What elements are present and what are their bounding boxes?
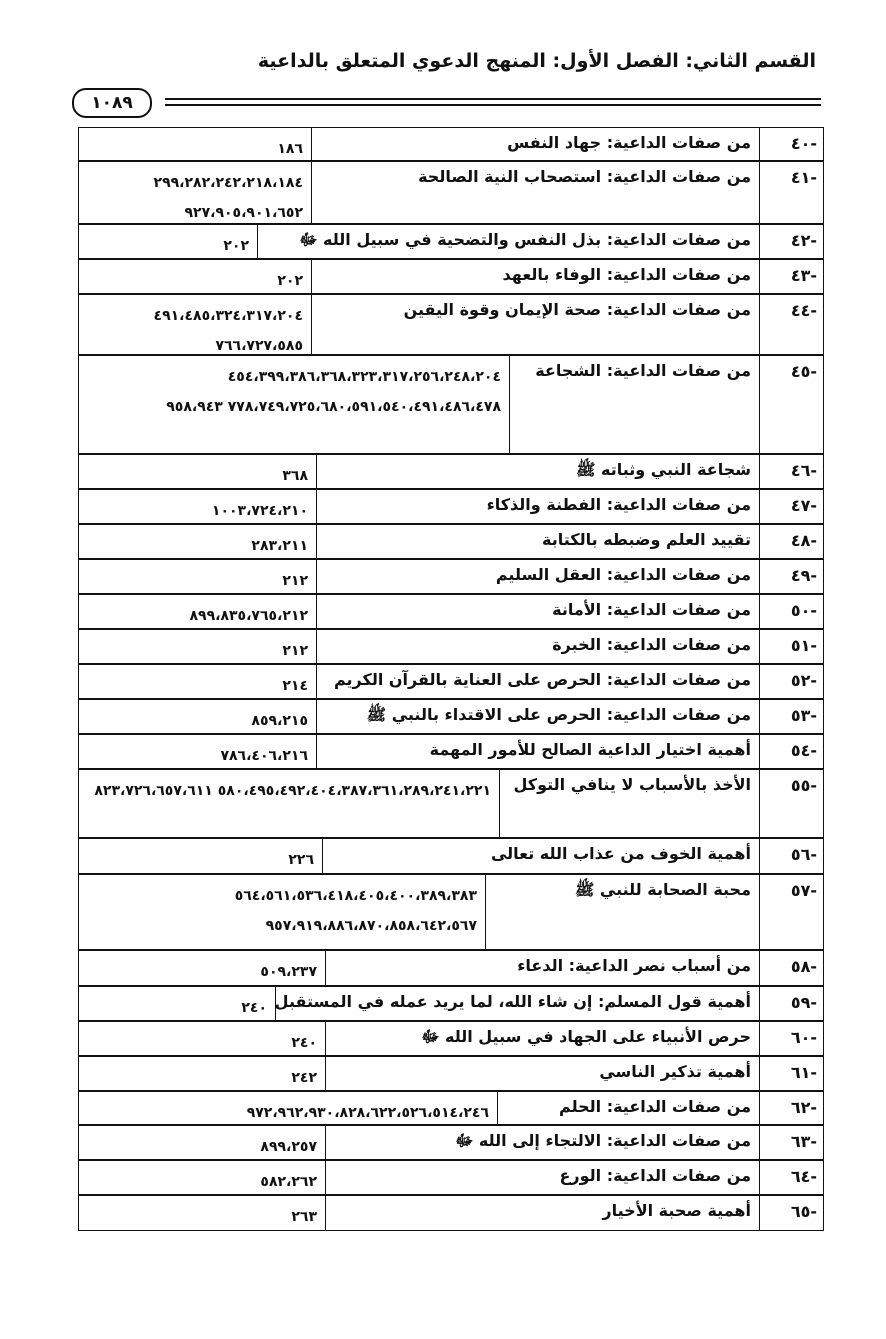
entry-number-cell — [759, 128, 823, 160]
entry-pages-cell — [79, 1161, 325, 1194]
table-row — [78, 874, 824, 950]
table-row — [78, 524, 824, 559]
table-row — [78, 454, 824, 489]
entry-topic-cell — [316, 665, 759, 698]
entry-topic-cell — [325, 1057, 759, 1090]
table-row — [78, 1091, 824, 1125]
entry-pages: ١٨٦ — [277, 141, 303, 157]
table-row — [78, 986, 824, 1021]
entry-pages-cell — [79, 951, 325, 985]
entry-topic-cell — [497, 1092, 759, 1124]
entry-topic: الأخذ بالأسباب لا ينافي التوكل — [513, 775, 751, 794]
entry-pages: ٢١٢ — [282, 573, 308, 589]
entry-topic: من صفات الداعية: الالتجاء إلى الله ﷻ — [455, 1131, 751, 1150]
table-row — [78, 161, 824, 224]
entry-pages: ٥٨٠،٤٩٥،٤٩٢،٤٠٤،٣٨٧،٣٦١،٢٨٩،٢٤١،٢٢١ ٨٢٣،٧٢٦،٦٥٧،٦١١ — [94, 783, 491, 799]
entry-topic: أهمية اختيار الداعية الصالح للأمور المهمة — [429, 740, 751, 759]
entry-pages-cell — [79, 128, 311, 160]
entry-number: -٦٥ — [790, 1202, 817, 1221]
table-row — [78, 127, 824, 161]
entry-topic-cell — [325, 1126, 759, 1159]
entry-pages: ٤٩١،٤٨٥،٣٢٤،٣١٧،٢٠٤ ٧٦٦،٧٢٧،٥٨٥ — [153, 308, 303, 354]
entry-number-cell — [759, 260, 823, 293]
page-number-badge: ١٠٨٩ — [72, 88, 152, 118]
entry-topic-cell — [325, 1161, 759, 1194]
entry-pages-cell — [79, 630, 316, 663]
entry-pages-cell — [79, 225, 257, 258]
entry-pages-cell — [79, 162, 311, 223]
entry-number-cell — [759, 839, 823, 873]
entry-topic: من صفات الداعية: الفطنة والذكاء — [486, 495, 751, 514]
entry-number-cell — [759, 630, 823, 663]
entry-pages: ٥٦٤،٥٦١،٥٣٦،٤١٨،٤٠٥،٤٠٠،٣٨٩،٣٨٣ ٩٥٧،٩١٩،٨٨٦،٨٧٠،٨٥٨،٦٤٢،٥٦٧ — [234, 888, 477, 934]
entry-number: -٦٤ — [790, 1167, 817, 1186]
table-row — [78, 355, 824, 454]
entry-number: -٥٤ — [790, 741, 817, 760]
entry-pages-cell — [79, 356, 509, 453]
table-row — [78, 734, 824, 769]
entry-number: -٥٧ — [790, 881, 817, 900]
entry-pages-cell — [79, 525, 316, 558]
entry-number: -٥٥ — [790, 776, 817, 795]
entry-number-cell — [759, 455, 823, 488]
entry-number: -٥٨ — [790, 957, 817, 976]
entry-topic-cell — [311, 128, 759, 160]
entry-pages: ٨٩٩،٢٥٧ — [260, 1139, 317, 1155]
entry-topic-cell — [316, 595, 759, 628]
table-row — [78, 769, 824, 838]
entry-pages: ٢٨٣،٢١١ — [251, 538, 308, 554]
entry-topic: من صفات الداعية: صحة الإيمان وقوة اليقين — [403, 300, 751, 319]
entry-topic: أهمية صحبة الأخيار — [602, 1201, 751, 1220]
entry-topic: حرص الأنبياء على الجهاد في سبيل الله ﷻ — [421, 1027, 751, 1046]
entry-topic-cell — [275, 987, 759, 1020]
entry-number-cell — [759, 525, 823, 558]
table-row — [78, 699, 824, 734]
entry-number: -٤٠ — [790, 134, 817, 153]
entry-topic-cell — [311, 162, 759, 223]
table-row — [78, 559, 824, 594]
entry-number-cell — [759, 356, 823, 453]
entry-pages: ١٠٠٣،٧٢٤،٢١٠ — [211, 503, 308, 519]
entry-number-cell — [759, 1057, 823, 1090]
entry-pages: ٢٠٢ — [223, 238, 249, 254]
table-row — [78, 259, 824, 294]
entry-number: -٤٣ — [790, 266, 817, 285]
table-row — [78, 629, 824, 664]
entry-number-cell — [759, 875, 823, 949]
entry-number: -٥٦ — [790, 845, 817, 864]
entry-topic-cell — [316, 455, 759, 488]
table-row — [78, 1056, 824, 1091]
table-row — [78, 1021, 824, 1056]
entry-topic-cell — [316, 560, 759, 593]
entry-topic: من صفات الداعية: الشجاعة — [535, 361, 751, 380]
entry-topic-cell — [316, 700, 759, 733]
entry-pages: ٢٤٢ — [291, 1070, 317, 1086]
entry-number-cell — [759, 490, 823, 523]
entry-number: -٥٢ — [790, 671, 817, 690]
entry-pages: ٢٠٢ — [277, 273, 303, 289]
entry-topic: أهمية تذكير الناسي — [599, 1062, 751, 1081]
entry-topic: من صفات الداعية: العقل السليم — [495, 565, 751, 584]
entry-number-cell — [759, 1126, 823, 1159]
entry-topic-cell — [509, 356, 759, 453]
entry-pages: ٢٩٩،٢٨٢،٢٤٢،٢١٨،١٨٤ ٩٢٧،٩٠٥،٩٠١،٦٥٢ — [153, 175, 303, 221]
entry-pages: ٢١٢ — [282, 643, 308, 659]
entry-pages-cell — [79, 839, 322, 873]
entry-pages-cell — [79, 560, 316, 593]
entry-number-cell — [759, 665, 823, 698]
entry-pages: ٢٢٦ — [288, 852, 314, 868]
entry-pages: ٥٠٩،٢٣٧ — [260, 964, 317, 980]
entry-topic-cell — [325, 1022, 759, 1055]
entry-pages: ٢١٤ — [282, 678, 308, 694]
entry-pages-cell — [79, 260, 311, 293]
entry-topic-cell — [322, 839, 759, 873]
entry-number: -٦١ — [790, 1063, 817, 1082]
entry-pages: ٨٥٩،٢١٥ — [251, 713, 308, 729]
entry-topic-cell — [311, 260, 759, 293]
entry-pages: ٢٤٠ — [291, 1035, 317, 1051]
entry-pages-cell — [79, 735, 316, 768]
entry-pages-cell — [79, 987, 275, 1020]
entry-topic-cell — [325, 951, 759, 985]
entry-number-cell — [759, 225, 823, 258]
entry-number-cell — [759, 560, 823, 593]
entry-pages-cell — [79, 1057, 325, 1090]
entry-pages-cell — [79, 1092, 497, 1124]
entry-pages-cell — [79, 455, 316, 488]
index-table — [78, 127, 826, 1232]
entry-pages: ٨٩٩،٨٣٥،٧٦٥،٢١٢ — [189, 608, 308, 624]
entry-pages-cell — [79, 875, 485, 949]
entry-number-cell — [759, 735, 823, 768]
entry-number: -٤٦ — [790, 461, 817, 480]
table-row — [78, 664, 824, 699]
entry-topic: من صفات الداعية: الحرص على العناية بالقرآن الكريم — [334, 670, 751, 689]
entry-number-cell — [759, 295, 823, 354]
header-rule — [165, 98, 821, 106]
entry-number: -٦٢ — [790, 1098, 817, 1117]
entry-topic: أهمية الخوف من عذاب الله تعالى — [490, 844, 751, 863]
entry-number: -٤٨ — [790, 531, 817, 550]
entry-number-cell — [759, 1092, 823, 1124]
entry-topic: من صفات الداعية: الورع — [559, 1166, 751, 1185]
entry-topic: من صفات الداعية: الأمانة — [552, 600, 751, 619]
entry-number-cell — [759, 595, 823, 628]
entry-topic: من صفات الداعية: الخبرة — [552, 635, 751, 654]
table-row — [78, 1160, 824, 1195]
entry-number: -٤٩ — [790, 566, 817, 585]
entry-pages-cell — [79, 295, 311, 354]
entry-topic: من صفات الداعية: جهاد النفس — [507, 133, 751, 152]
entry-topic-cell — [325, 1196, 759, 1230]
entry-pages: ٤٥٤،٣٩٩،٣٨٦،٣٦٨،٣٢٣،٣١٧،٢٥٦،٢٤٨،٢٠٤ ٧٧٨،٧٤٩،٧٢٥،٦٨٠،٥٩١،٥٤٠،٤٩١،٤٨٦،٤٧٨ ٩٥٨،٩٤٣ — [166, 369, 501, 415]
entry-topic-cell — [485, 875, 759, 949]
entry-number: -٤٤ — [790, 301, 817, 320]
table-row — [78, 1195, 824, 1231]
entry-topic: محبة الصحابة للنبي ﷺ — [574, 880, 751, 899]
table-row — [78, 294, 824, 355]
entry-number-cell — [759, 1161, 823, 1194]
entry-pages-cell — [79, 665, 316, 698]
entry-number: -٥٣ — [790, 706, 817, 725]
table-row — [78, 1125, 824, 1160]
entry-topic: أهمية قول المسلم: إن شاء الله، لما يريد عمله في المستقبل — [274, 992, 751, 1011]
entry-pages: ٩٧٢،٩٦٢،٩٣٠،٨٢٨،٦٢٢،٥٢٦،٥١٤،٢٤٦ — [246, 1105, 489, 1121]
entry-number-cell — [759, 951, 823, 985]
entry-pages-cell — [79, 1126, 325, 1159]
entry-topic: من أسباب نصر الداعية: الدعاء — [517, 956, 751, 975]
entry-pages-cell — [79, 1196, 325, 1230]
entry-topic: من صفات الداعية: الحرص على الاقتداء بالنبي ﷺ — [366, 705, 751, 724]
entry-topic: من صفات الداعية: استصحاب النية الصالحة — [418, 167, 751, 186]
entry-topic-cell — [316, 525, 759, 558]
entry-pages: ٢٦٣ — [291, 1209, 317, 1225]
entry-topic-cell — [316, 630, 759, 663]
running-header: القسم الثاني: الفصل الأول: المنهج الدعوي المتعلق بالداعية — [257, 50, 816, 72]
entry-topic: من صفات الداعية: الوفاء بالعهد — [502, 265, 751, 284]
entry-number: -٦٣ — [790, 1132, 817, 1151]
table-row — [78, 838, 824, 874]
entry-number: -٤٧ — [790, 496, 817, 515]
entry-topic-cell — [257, 225, 759, 258]
entry-topic-cell — [311, 295, 759, 354]
entry-pages-cell — [79, 770, 499, 837]
entry-number: -٦٠ — [790, 1028, 817, 1047]
entry-number: -٥٩ — [790, 993, 817, 1012]
entry-pages: ٢٤٠ — [241, 1000, 267, 1016]
entry-number-cell — [759, 1196, 823, 1230]
entry-topic-cell — [499, 770, 759, 837]
table-row — [78, 950, 824, 986]
entry-pages: ٣٦٨ — [282, 468, 308, 484]
entry-pages-cell — [79, 595, 316, 628]
entry-number: -٤٥ — [790, 362, 817, 381]
entry-topic: من صفات الداعية: الحلم — [559, 1097, 751, 1116]
entry-number: -٥١ — [790, 636, 817, 655]
entry-pages-cell — [79, 1022, 325, 1055]
entry-topic-cell — [316, 735, 759, 768]
entry-topic: شجاعة النبي وثباته ﷺ — [576, 460, 751, 479]
entry-number-cell — [759, 770, 823, 837]
entry-number-cell — [759, 700, 823, 733]
entry-number-cell — [759, 1022, 823, 1055]
entry-number: -٥٠ — [790, 601, 817, 620]
entry-number-cell — [759, 162, 823, 223]
entry-pages-cell — [79, 490, 316, 523]
entry-pages-cell — [79, 700, 316, 733]
table-row — [78, 489, 824, 524]
entry-number-cell — [759, 987, 823, 1020]
entry-pages: ٥٨٢،٢٦٢ — [260, 1174, 317, 1190]
entry-topic: من صفات الداعية: بذل النفس والتضحية في سبيل الله ﷻ — [299, 230, 751, 249]
entry-pages: ٧٨٦،٤٠٦،٢١٦ — [220, 748, 308, 764]
entry-topic-cell — [316, 490, 759, 523]
entry-topic: تقييد العلم وضبطه بالكتابة — [542, 530, 751, 549]
table-row — [78, 594, 824, 629]
entry-number: -٤٢ — [790, 231, 817, 250]
entry-number: -٤١ — [790, 168, 817, 187]
table-row — [78, 224, 824, 259]
